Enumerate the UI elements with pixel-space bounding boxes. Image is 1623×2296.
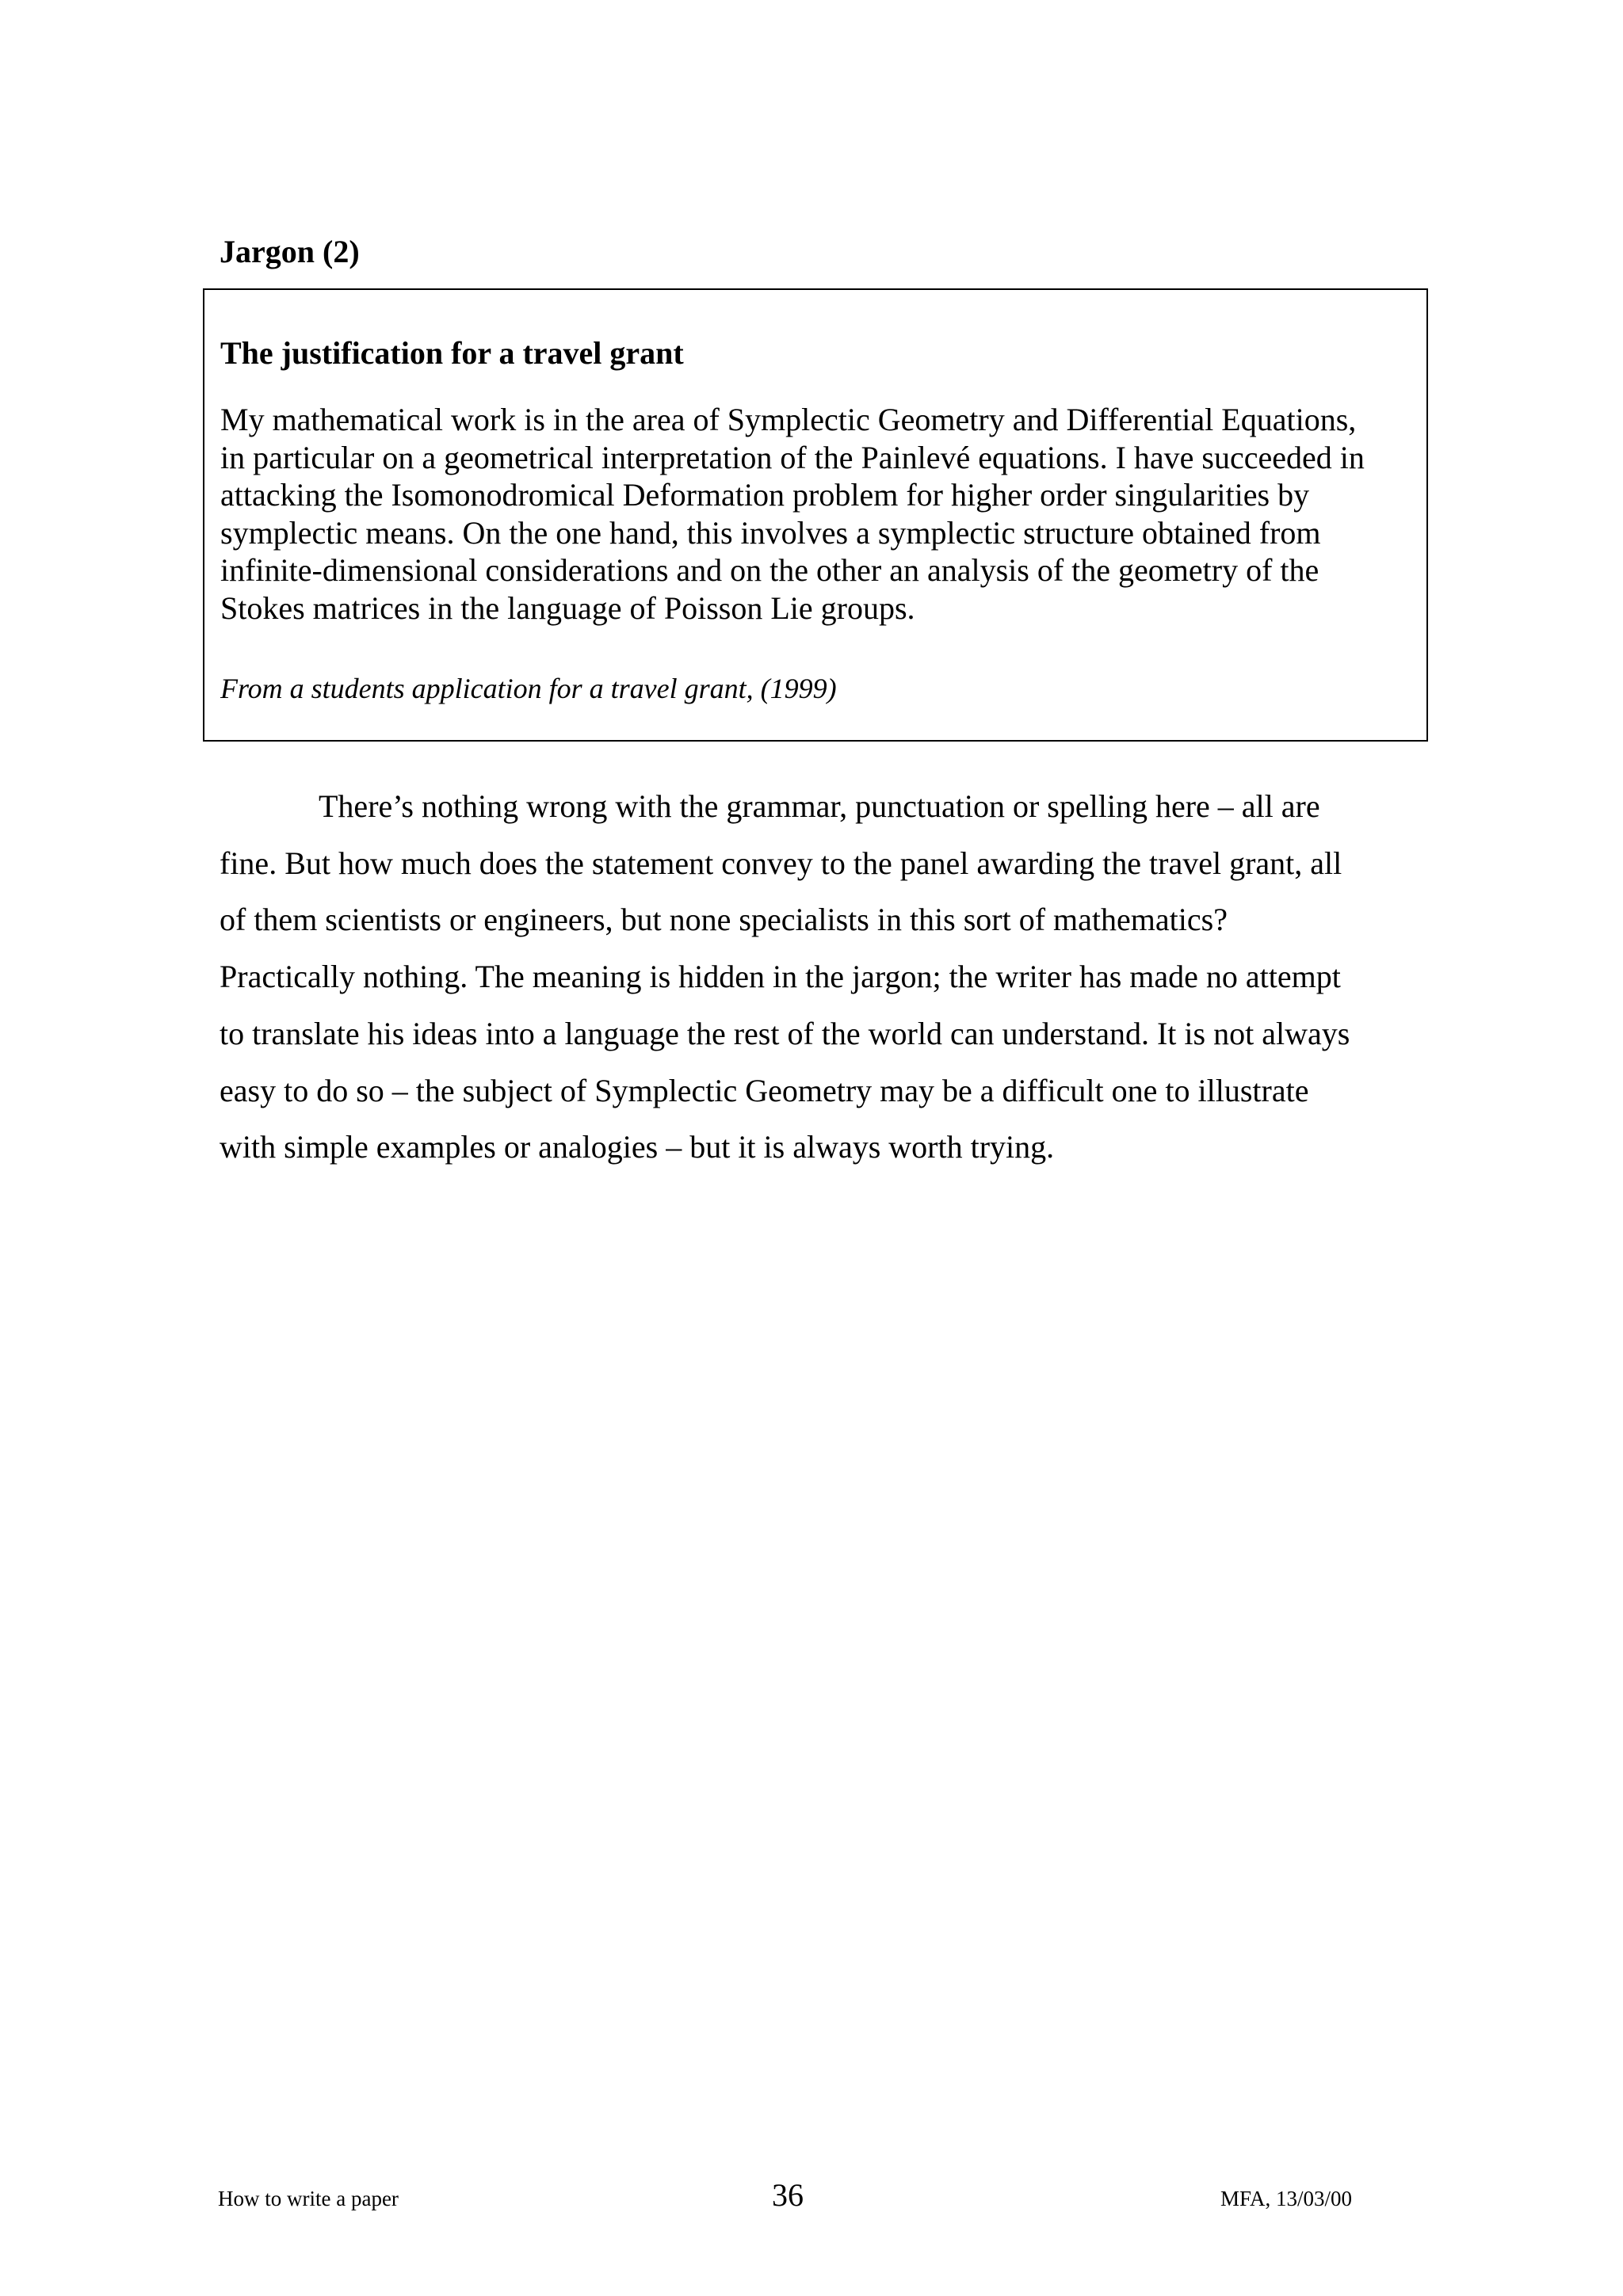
body-line: of them scientists or engineers, but none specialists in this sort of mathematics? [220, 902, 1228, 938]
footer-title: How to write a paper [218, 2187, 399, 2210]
body-line: fine. But how much does the statement convey to the panel awarding the travel grant, all [220, 845, 1342, 881]
quote-line: attacking the Isomonodromical Deformation problem for higher order singularities by [220, 477, 1310, 513]
quote-line: infinite-dimensional considerations and on the other an analysis of the geometry of the [220, 552, 1319, 588]
body-line: There’s nothing wrong with the grammar, punctuation or spelling here – all are [319, 788, 1320, 824]
quote-line: in particular on a geometrical interpretation of the Painlevé equations. I have succeeded in [220, 439, 1365, 475]
footer-author-date: MFA, 13/03/00 [1220, 2187, 1353, 2210]
body-line: Practically nothing. The meaning is hidden in the jargon; the writer has made no attempt [220, 959, 1341, 995]
quote-title: The justification for a travel grant [220, 335, 684, 371]
quote-line: My mathematical work is in the area of Symplectic Geometry and Differential Equations, [220, 402, 1357, 437]
quote-line: symplectic means. On the one hand, this involves a symplectic structure obtained from [220, 514, 1321, 551]
quote-box [203, 288, 1428, 742]
body-line: easy to do so – the subject of Symplectic Geometry may be a difficult one to illustrate [220, 1072, 1309, 1108]
page-heading: Jargon (2) [220, 234, 360, 269]
body-line: to translate his ideas into a language the rest of the world can understand. It is not always [220, 1015, 1350, 1051]
body-paragraph [220, 778, 1440, 1176]
quote-line: Stokes matrices in the language of Poisson Lie groups. [220, 589, 915, 626]
quote-source: From a students application for a travel grant, (1999) [220, 673, 837, 704]
quote-body [220, 401, 1409, 627]
body-line: with simple examples or analogies – but it is always worth trying. [220, 1129, 1055, 1165]
page-number: 36 [772, 2177, 804, 2213]
